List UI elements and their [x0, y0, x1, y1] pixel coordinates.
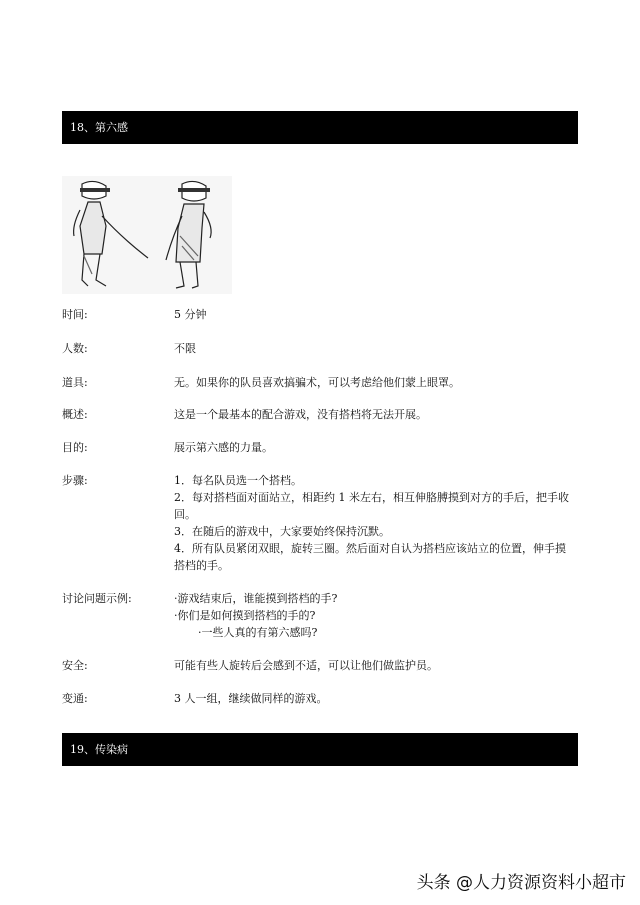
step-line: 4．所有队员紧闭双眼，旋转三圈。然后面对自认为搭档应该站立的位置，伸手摸 — [174, 542, 566, 555]
field-label: 讨论问题示例: — [62, 592, 132, 605]
section-title: 18、第六感 — [70, 121, 128, 134]
step-line: 2．每对搭档面对面站立，相距约 1 米左右，相互伸胳膊摸到对方的手后，把手收 — [174, 491, 569, 504]
field-value: 不限 — [174, 342, 196, 355]
discussion-list — [174, 590, 574, 641]
section-title: 19、传染病 — [70, 743, 128, 756]
field-label: 概述: — [62, 408, 88, 421]
watermark: 头条 @人力资源资料小超市 — [416, 873, 626, 893]
discussion-question: ·游戏结束后，谁能摸到搭档的手? — [174, 592, 338, 605]
field-label: 步骤: — [62, 474, 88, 487]
field-value: 展示第六感的力量。 — [174, 441, 273, 454]
field-label: 道具: — [62, 376, 88, 389]
blindfolded-partners-illustration — [62, 176, 232, 294]
field-value: 可能有些人旋转后会感到不适，可以让他们做监护员。 — [174, 659, 438, 672]
field-label: 变通: — [62, 692, 88, 705]
section-header-18 — [62, 111, 578, 144]
field-label: 时间: — [62, 308, 88, 321]
steps-list — [174, 472, 574, 574]
field-value: 无。如果你的队员喜欢搞骗术，可以考虑给他们蒙上眼罩。 — [174, 376, 460, 389]
discussion-question: ·一些人真的有第六感吗? — [198, 626, 318, 639]
step-line: 回。 — [174, 508, 196, 521]
step-line: 3．在随后的游戏中，大家要始终保持沉默。 — [174, 525, 390, 538]
field-value: 3 人一组，继续做同样的游戏。 — [174, 692, 328, 705]
field-value: 5 分钟 — [174, 308, 207, 321]
field-label: 目的: — [62, 441, 88, 454]
field-value: 这是一个最基本的配合游戏，没有搭档将无法开展。 — [174, 408, 427, 421]
discussion-question: ·你们是如何摸到搭档的手的? — [174, 609, 316, 622]
section-header-19 — [62, 733, 578, 766]
field-label: 人数: — [62, 342, 88, 355]
field-label: 安全: — [62, 659, 88, 672]
step-line: 搭档的手。 — [174, 559, 229, 572]
step-line: 1．每名队员选一个搭档。 — [174, 474, 302, 487]
